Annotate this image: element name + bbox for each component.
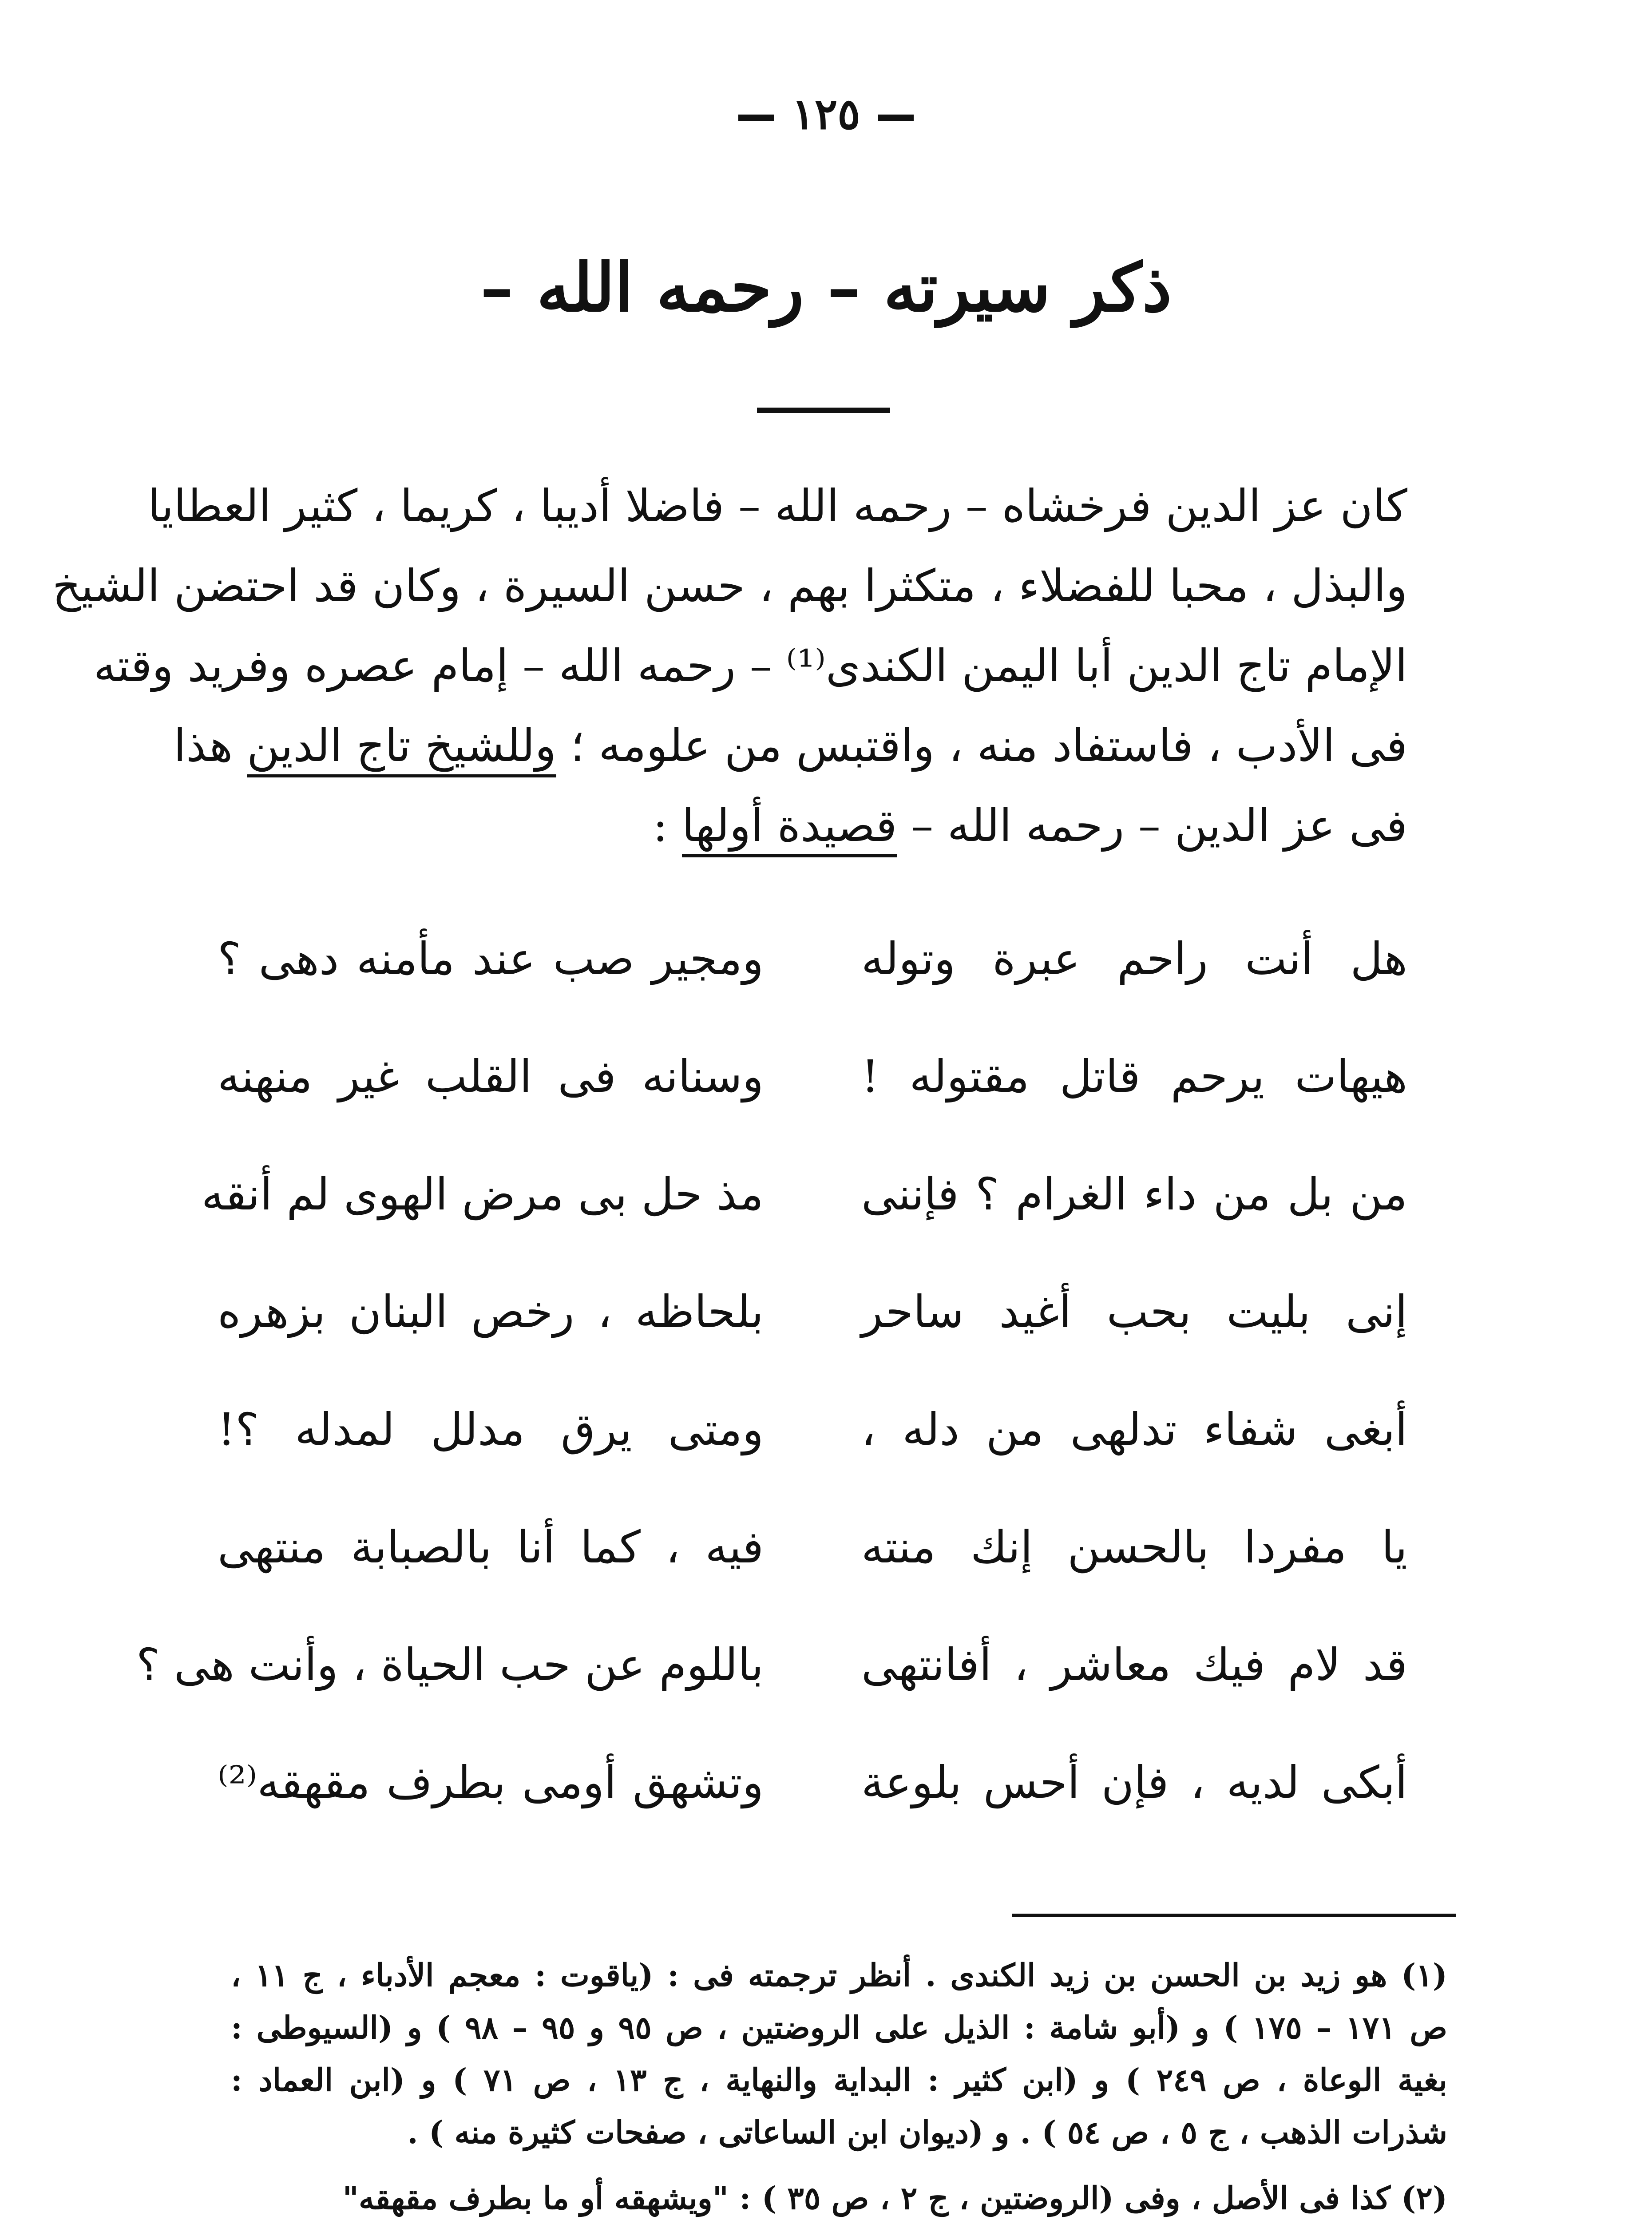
footnote-line: (١) هو زيد بن الحسن بن زيد الكندى . أنظر ترجمته فى : (ياقوت : معجم الأدباء ، ج ١١ ، [231,1957,1447,1994]
footnote-line: (٢) كذا فى الأصل ، وفى (الروضتين ، ج ٢ ، ص ٣٥ ) : "ويشهقه أو ما بطرف مقهقه" [342,2180,1447,2216]
prose-line [218,786,1407,866]
verse [218,1032,1407,1150]
verse-second-hemistich: وتشهق أومى بطرف مقهقه⁽²⁾ [218,1756,764,1808]
footnote-gap [231,2159,1447,2172]
footnote-1 [231,1949,1447,2159]
verse-first-hemistich: إنى بليت بحب أغيد ساحر [861,1286,1407,1338]
prose-line: الإمام تاج الدين أبا اليمن الكندى⁽¹⁾ – رحمه الله – إمام عصره وفريد وقته [93,640,1407,692]
verse-first-hemistich: هيهات يرحم قاتل مقتوله ! [861,1051,1407,1102]
verse [218,915,1407,1032]
verse-first-hemistich: يا مفردا بالحسن إنك منته [861,1521,1407,1573]
verse-second-hemistich: ومتى يرق مدلل لمدله ؟! [218,1403,764,1455]
prose-line: والبذل ، محبا للفضلاء ، متكثرا بهم ، حسن السيرة ، وكان قد احتضن الشيخ [52,560,1407,612]
verse-first-hemistich: قد لام فيك معاشر ، أفانتهى [861,1639,1407,1691]
verse [218,1503,1407,1621]
prose-line: كان عز الدين فرخشاه – رحمه الله – فاضلا أديبا ، كريما ، كثير العطايا [148,480,1407,532]
verse-first-hemistich: هل أنت راحم عبرة وتوله [861,933,1407,985]
verse [201,1150,1407,1268]
underlined-phrase: قصيدة أولها [682,800,897,857]
footnote-line: شذرات الذهب ، ج ٥ ، ص ٥٤ ) . و (ديوان ابن الساعاتى ، صفحات كثيرة منه ) . [407,2114,1447,2151]
verse-first-hemistich: أبغى شفاء تدلهى من دله ، [861,1403,1407,1455]
page-number-text: ١٢٥ [792,89,860,139]
dash-left [878,115,914,121]
verse-second-hemistich: مذ حل بى مرض الهوى لم أنقه [201,1168,764,1220]
prose-line [174,706,1407,786]
verse-second-hemistich: ومجير صب عند مأمنه دهى ؟ [218,933,764,985]
footnotes [231,1949,1447,2220]
section-title: ذكر سيرته – رحمه الله – [480,249,1172,327]
footnote-line: ص ١٧١ – ١٧٥ ) و (أبو شامة : الذيل على الروضتين ، ص ٩٥ و ٩٥ – ٩٨ ) و (السيوطى : [231,2009,1447,2046]
verse-first-hemistich: أبكى لديه ، فإن أحس بلوعة [861,1756,1407,1808]
underlined-phrase: وللشيخ تاج الدين [247,720,556,777]
verse [218,1385,1407,1503]
prose-line-part: فى الأدب ، فاستفاد منه ، واقتبس من علومه ؛ [556,720,1407,772]
prose-line-part: فى عز الدين – رحمه الله – [897,800,1407,852]
prose-paragraph [52,466,1407,866]
verse-second-hemistich: بلحاظه ، رخص البنان بزهره [218,1286,764,1338]
prose-line-part: : [653,800,682,852]
footnote-line: بغية الوعاة ، ص ٢٤٩ ) و (ابن كثير : البداية والنهاية ، ج ١٣ ، ص ٧١ ) و (ابن العماد : [231,2061,1447,2098]
verse-first-hemistich: من بل من داء الغرام ؟ فإننى [861,1168,1407,1220]
verse-second-hemistich: باللوم عن حب الحياة ، وأنت هى ؟ [136,1639,764,1691]
verse-second-hemistich: وسنانه فى القلب غير منهنه [218,1051,764,1102]
dash-right [738,115,774,121]
verse [218,1268,1407,1385]
footnote-2 [231,2172,1447,2220]
title-underline-rule [757,408,890,413]
verse [136,1621,1407,1738]
page-number [0,89,1652,139]
verse-second-hemistich: فيه ، كما أنا بالصبابة منتهى [218,1521,764,1573]
footnote-separator-rule [1012,1914,1456,1917]
poem [136,915,1407,1856]
verse [218,1738,1407,1856]
prose-line-part: هذا [174,720,247,772]
